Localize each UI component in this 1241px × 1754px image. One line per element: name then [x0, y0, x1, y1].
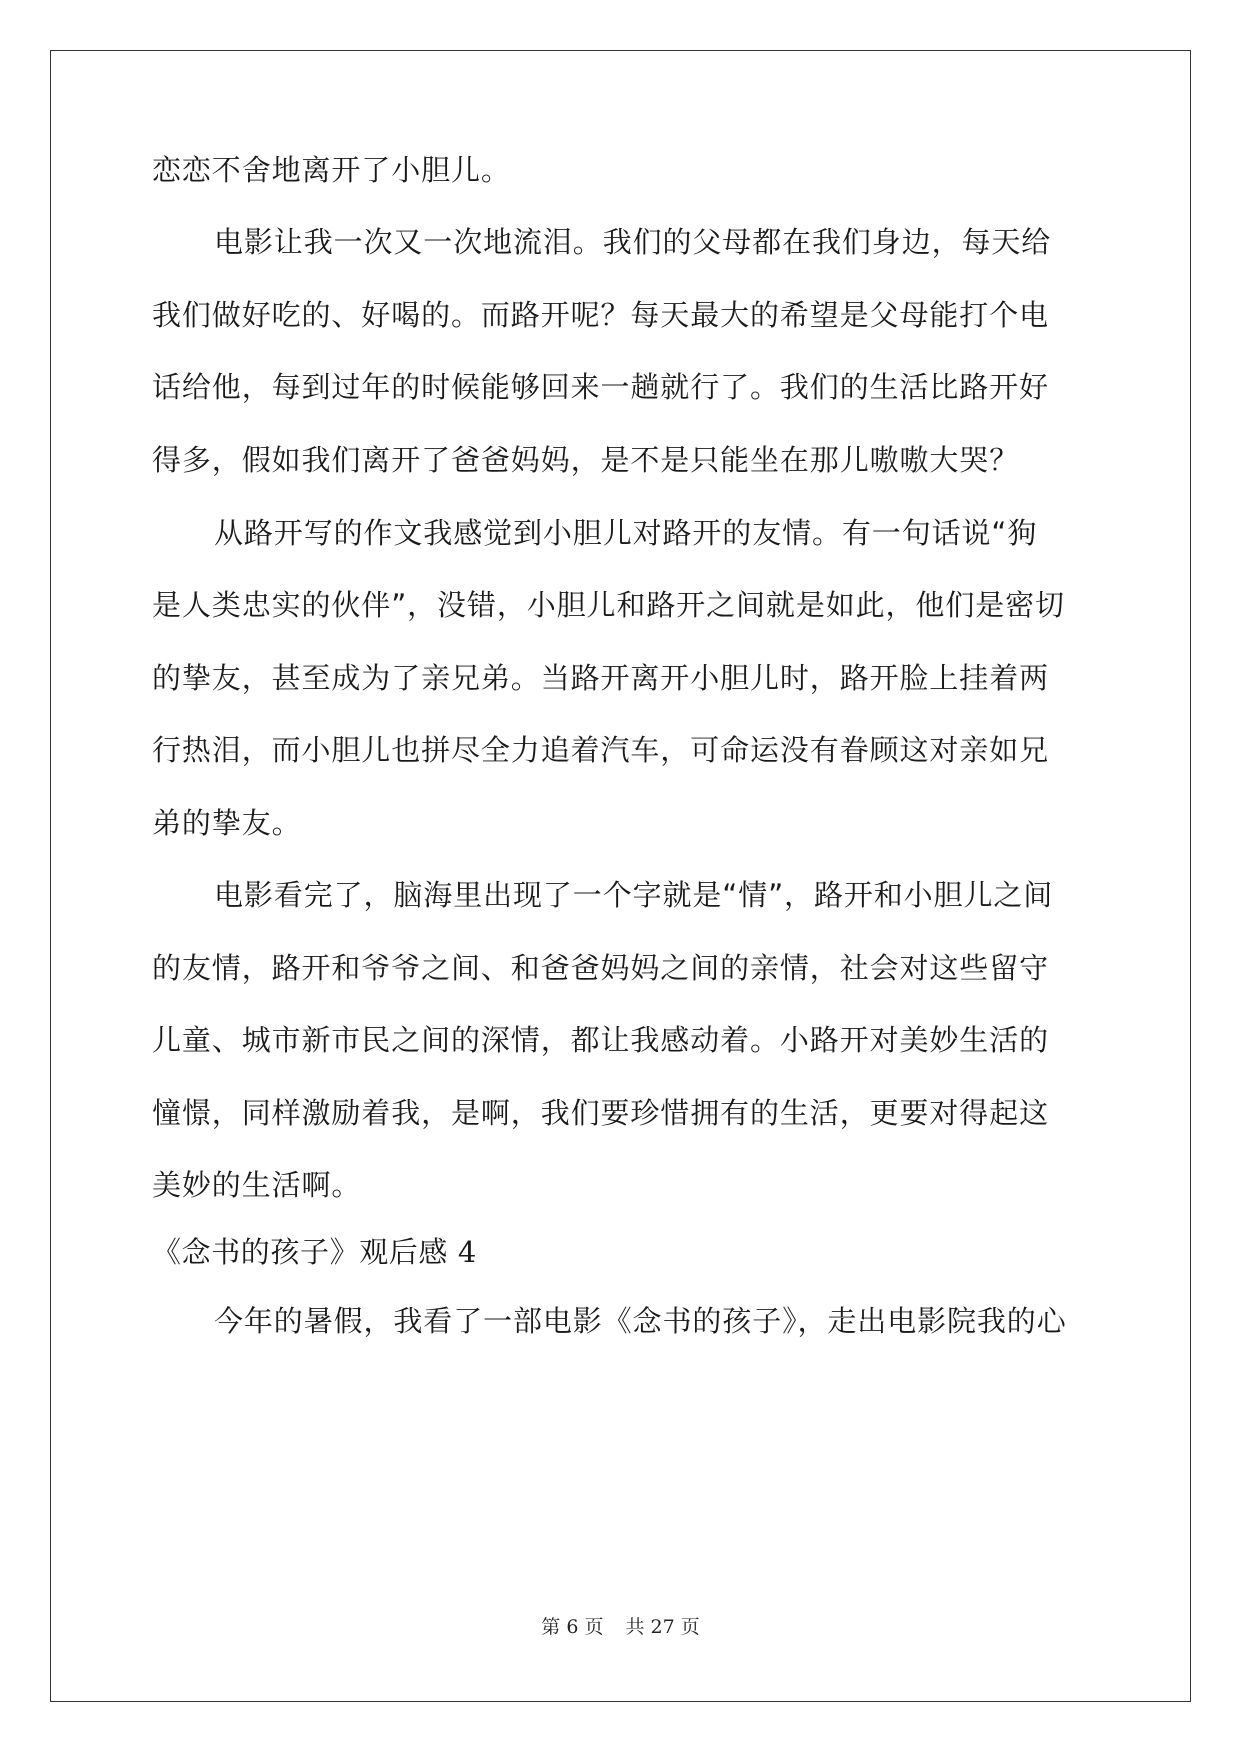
paragraph-start-line: 今年的暑假，我看了一部电影《念书的孩子》，走出电影院我的心 [214, 1304, 1067, 1338]
text-line: 话给他，每到过年的时候能够回来一趟就行了。我们的生活比路开好 [152, 370, 1050, 404]
text-line: 憧憬，同样激励着我，是啊，我们要珍惜拥有的生活，更要对得起这 [152, 1096, 1050, 1130]
text-line: 恋恋不舍地离开了小胆儿。 [152, 153, 511, 187]
text-line: 的挚友，甚至成为了亲兄弟。当路开离开小胆儿时，路开脸上挂着两 [152, 661, 1050, 695]
text-line: 的友情，路开和爷爷之间、和爸爸妈妈之间的亲情，社会对这些留守 [152, 951, 1050, 985]
paragraph-start-line: 电影看完了，脑海里出现了一个字就是“情”，路开和小胆儿之间 [214, 878, 1054, 912]
text-line: 儿童、城市新市民之间的深情，都让我感动着。小路开对美妙生活的 [152, 1023, 1050, 1057]
paragraph-start-line: 从路开写的作文我感觉到小胆儿对路开的友情。有一句话说“狗 [214, 516, 1038, 550]
page-footer [0, 1612, 1241, 1639]
text-line: 美妙的生活啊。 [152, 1168, 362, 1202]
paragraph-start-line: 电影让我一次又一次地流泪。我们的父母都在我们身边，每天给 [214, 225, 1052, 259]
text-line: 行热泪，而小胆儿也拼尽全力追着汽车，可命运没有眷顾这对亲如兄 [152, 733, 1050, 767]
section-heading: 《念书的孩子》观后感 4 [152, 1235, 477, 1269]
page-total: 共 27 页 [625, 1616, 700, 1638]
text-line: 我们做好吃的、好喝的。而路开呢？每天最大的希望是父母能打个电 [152, 298, 1050, 332]
text-line: 得多，假如我们离开了爸爸妈妈，是不是只能坐在那儿嗷嗷大哭？ [152, 443, 1020, 477]
page-number: 第 6 页 [541, 1616, 604, 1638]
text-line: 弟的挚友。 [152, 806, 302, 840]
text-line: 是人类忠实的伙伴”，没错，小胆儿和路开之间就是如此，他们是密切 [152, 588, 1065, 622]
